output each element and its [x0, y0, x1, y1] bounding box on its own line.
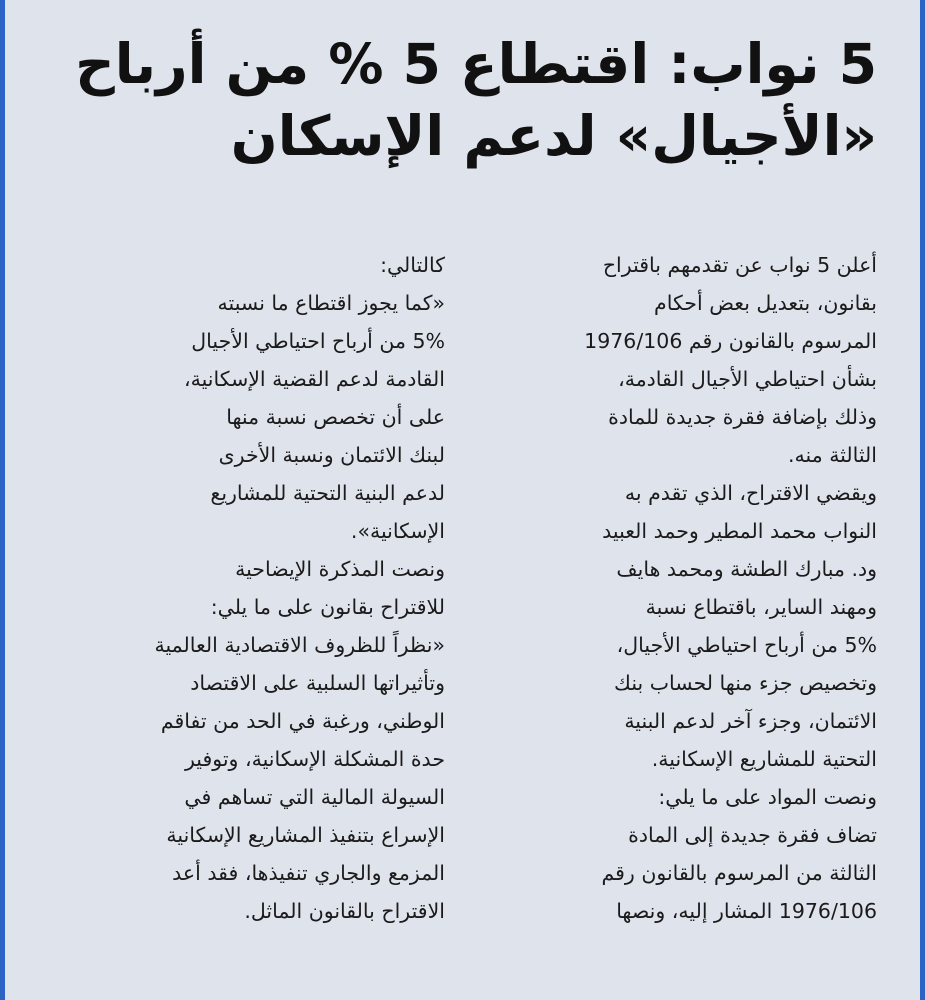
- article-headline: [75, 28, 877, 172]
- headline-line-1: 5 نواب: اقتطاع 5 % من أرباح: [75, 32, 877, 96]
- article-column-right: [485, 246, 877, 930]
- news-article: [5, 0, 920, 1000]
- article-paragraph: كالتالي: «كما يجوز اقتطاع ما نسبته 5% من أرباح احتياطي الأجيال القادمة لدعم القضية الإسكانية، على أن تخصص نسبة منها لبنك الائتمان ونسبة الأخرى لدعم البنية التحتية للمشاريع الإسكانية».: [184, 253, 445, 543]
- article-column-left: [53, 246, 445, 930]
- article-paragraph: ونصت المواد على ما يلي: تضاف فقرة جديدة إلى المادة الثالثة من المرسوم بالقانون رقم 1976/106 المشار إليه، ونصها: [601, 785, 877, 923]
- article-paragraph: أعلن 5 نواب عن تقدمهم باقتراح بقانون، بتعديل بعض أحكام المرسوم بالقانون رقم 1976/106 بشأن احتياطي الأجيال القادمة، وذلك بإضافة فقرة جديدة للمادة الثالثة منه.: [584, 253, 877, 467]
- article-paragraph: ونصت المذكرة الإيضاحية للاقتراح بقانون على ما يلي: «نظراً للظروف الاقتصادية العالمية وتأثيراتها السلبية على الاقتصاد الوطني، ورغبة في الحد من تفاقم حدة المشكلة الإسكانية، وتوفير السيولة المالية التي تساهم في الإسراع بتنفيذ المشاريع الإسكانية المزمع والجاري تنفيذها، فقد أعد الاقتراح بالقانون الماثل.: [154, 557, 445, 923]
- page-border-right: [920, 0, 925, 1000]
- article-paragraph: ويقضي الاقتراح، الذي تقدم به النواب محمد المطير وحمد العبيد ود. مبارك الطشة ومحمد هايف ومهند الساير، باقتطاع نسبة 5% من أرباح احتياطي الأجيال، وتخصيص جزء منها لحساب بنك الائتمان، وجزء آخر لدعم البنية التحتية للمشاريع الإسكانية.: [602, 481, 877, 771]
- headline-line-2: «الأجيال» لدعم الإسكان: [230, 104, 877, 168]
